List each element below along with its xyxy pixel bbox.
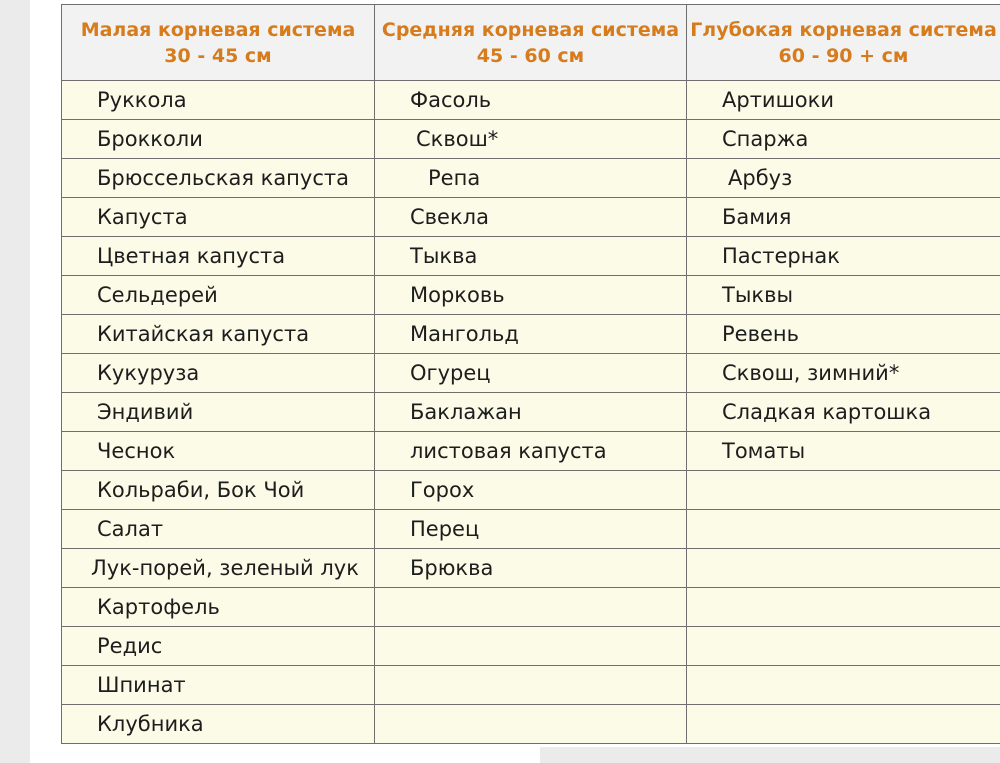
cell-shallow: Руккола <box>62 81 375 120</box>
cell-medium: Фасоль <box>375 81 687 120</box>
cell-medium: Свекла <box>375 198 687 237</box>
header-title: Средняя корневая система <box>381 18 680 41</box>
header-depth: 60 - 90 + см <box>778 44 909 67</box>
cell-deep: Сквош, зимний* <box>687 354 1000 393</box>
cell-shallow: Сельдерей <box>62 276 375 315</box>
cell-shallow: Кольраби, Бок Чой <box>62 471 375 510</box>
cell-deep: Артишоки <box>687 81 1000 120</box>
cell-deep: Тыквы <box>687 276 1000 315</box>
cell-medium: Огурец <box>375 354 687 393</box>
cell-shallow: Кукуруза <box>62 354 375 393</box>
cell-deep: Спаржа <box>687 120 1000 159</box>
cell-medium: Горох <box>375 471 687 510</box>
cell-medium: Мангольд <box>375 315 687 354</box>
table-row <box>62 159 1000 198</box>
cell-shallow: Салат <box>62 510 375 549</box>
cell-deep: Сладкая картошка <box>687 393 1000 432</box>
cell-shallow: Редис <box>62 627 375 666</box>
cell-medium: Сквош* <box>375 120 687 159</box>
cell-shallow: Цветная капуста <box>62 237 375 276</box>
cell-medium <box>375 666 687 705</box>
table-row <box>62 393 1000 432</box>
page-shadow <box>540 747 1000 763</box>
table-row <box>62 471 1000 510</box>
cell-medium: Перец <box>375 510 687 549</box>
cell-shallow: Картофель <box>62 588 375 627</box>
table-row <box>62 276 1000 315</box>
cell-shallow: Шпинат <box>62 666 375 705</box>
table-row <box>62 81 1000 120</box>
cell-medium: Репа <box>375 159 687 198</box>
header-shallow-roots <box>62 5 375 81</box>
table-row <box>62 588 1000 627</box>
cell-shallow: Чеснок <box>62 432 375 471</box>
cell-deep <box>687 510 1000 549</box>
cell-deep: Бамия <box>687 198 1000 237</box>
table-row <box>62 354 1000 393</box>
cell-medium <box>375 588 687 627</box>
header-medium-roots <box>375 5 687 81</box>
cell-deep <box>687 471 1000 510</box>
cell-deep: Томаты <box>687 432 1000 471</box>
root-depth-table <box>61 4 1000 744</box>
table-row <box>62 120 1000 159</box>
cell-shallow: Брокколи <box>62 120 375 159</box>
header-depth: 45 - 60 см <box>476 44 585 67</box>
cell-medium <box>375 627 687 666</box>
cell-shallow: Клубника <box>62 705 375 744</box>
cell-medium: Тыква <box>375 237 687 276</box>
table-row <box>62 237 1000 276</box>
header-depth: 30 - 45 см <box>164 44 272 67</box>
table-row <box>62 705 1000 744</box>
table-row <box>62 198 1000 237</box>
cell-medium: листовая капуста <box>375 432 687 471</box>
cell-deep <box>687 705 1000 744</box>
header-title: Малая корневая система <box>80 18 356 41</box>
cell-shallow: Капуста <box>62 198 375 237</box>
cell-medium: Брюква <box>375 549 687 588</box>
cell-deep: Пастернак <box>687 237 1000 276</box>
header-row <box>62 5 1000 81</box>
cell-shallow: Брюссельская капуста <box>62 159 375 198</box>
cell-deep <box>687 549 1000 588</box>
table-row <box>62 549 1000 588</box>
cell-medium <box>375 705 687 744</box>
cell-medium: Морковь <box>375 276 687 315</box>
cell-deep: Арбуз <box>687 159 1000 198</box>
cell-medium: Баклажан <box>375 393 687 432</box>
header-title: Глубокая корневая система <box>690 18 997 41</box>
cell-deep: Ревень <box>687 315 1000 354</box>
cell-shallow: Китайская капуста <box>62 315 375 354</box>
table-row <box>62 510 1000 549</box>
header-deep-roots <box>687 5 1000 81</box>
table-row <box>62 315 1000 354</box>
cell-shallow: Эндивий <box>62 393 375 432</box>
cell-shallow: Лук-порей, зеленый лук <box>62 549 375 588</box>
table-row <box>62 432 1000 471</box>
cell-deep <box>687 627 1000 666</box>
cell-deep <box>687 666 1000 705</box>
table-row <box>62 627 1000 666</box>
cell-deep <box>687 588 1000 627</box>
table-row <box>62 666 1000 705</box>
